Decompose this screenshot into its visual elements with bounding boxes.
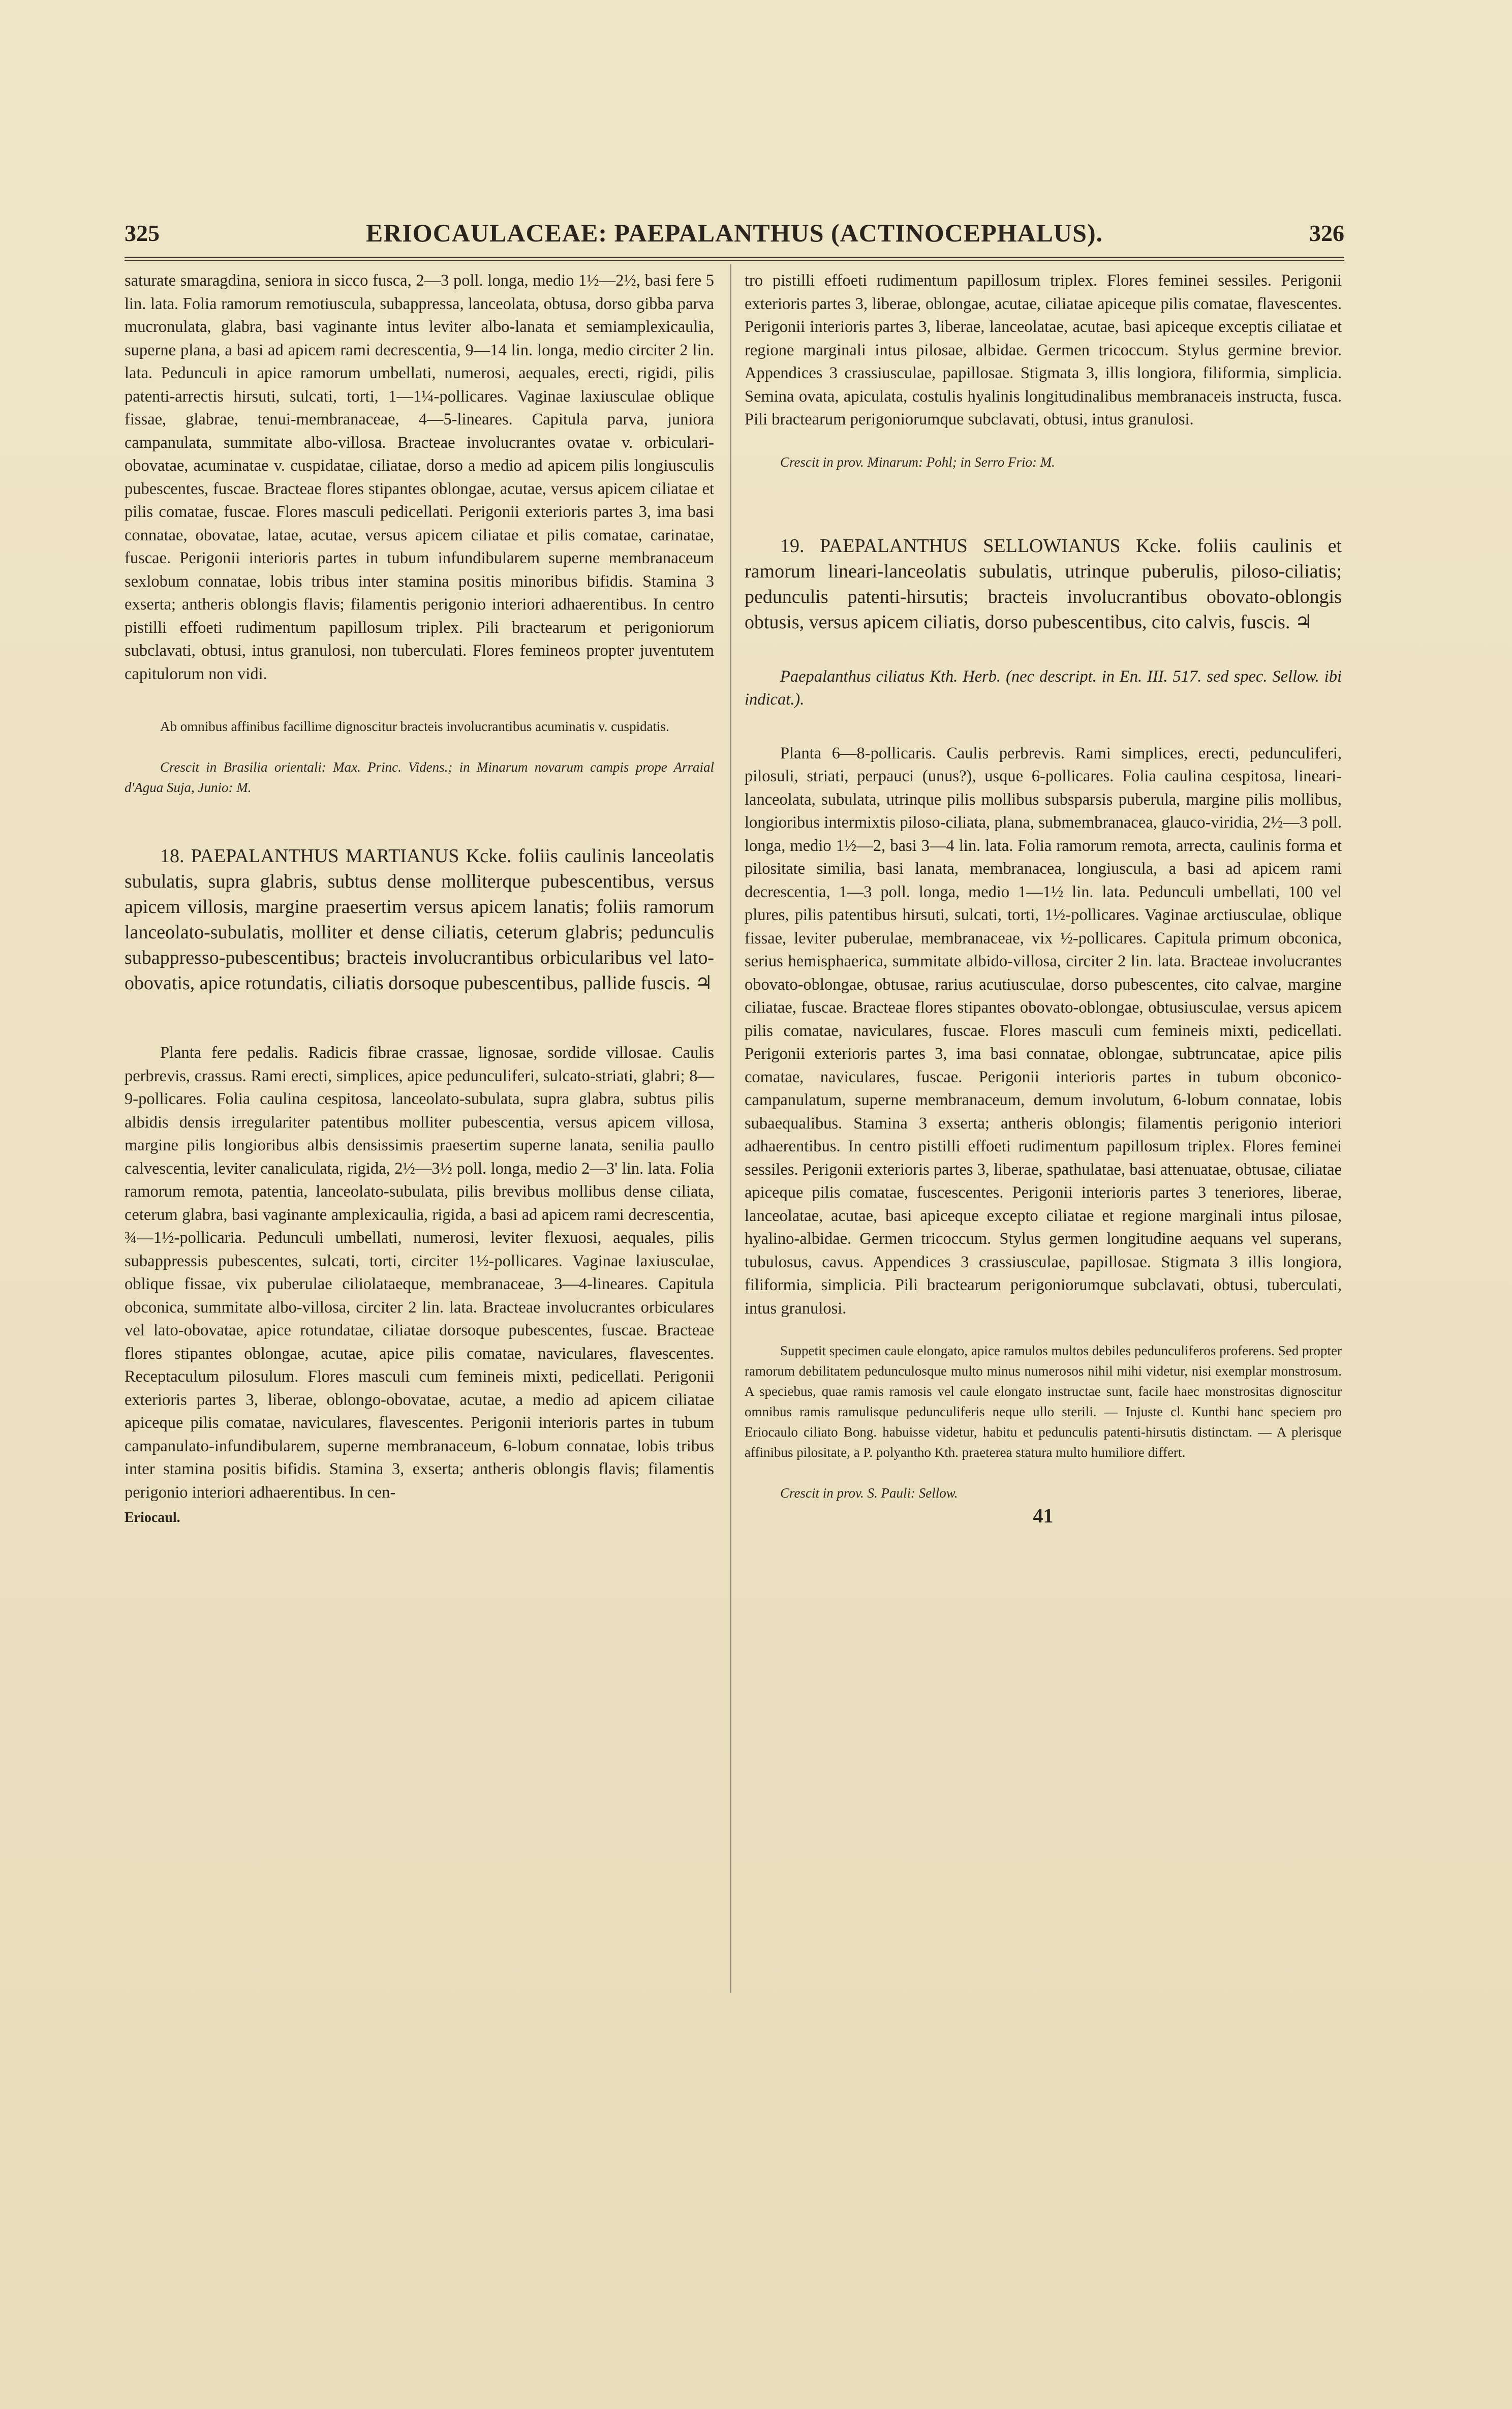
- header-rule-thin: [125, 260, 1344, 261]
- diagnostic-note: Ab omnibus affinibus facillime dignoscitur bracteis involucrantibus acuminatis v. cuspidatis.: [160, 719, 669, 734]
- page-number-left: 325: [125, 220, 160, 246]
- left-column: [125, 269, 714, 1530]
- right-column: [745, 269, 1342, 1528]
- species-19-heading: 19. PAEPALANTHUS SELLOWIANUS Kcke. foliis caulinis et ramorum lineari-lanceolatis subulatis, utrinque puberulis, piloso-ciliatis; pedunculis patenti-hirsutis; bracteis involucrantibus obovato-oblongis obtusis, versus apicem ciliatis, dorso pubescentibus, cito calvis, fuscis. ♃: [745, 535, 1342, 633]
- page-number-right: 326: [1309, 220, 1344, 246]
- running-header: [125, 212, 1344, 253]
- header-rule: [125, 257, 1344, 258]
- species-19-description: Planta 6—8-pollicaris. Caulis perbrevis. Rami simplices, erecti, pedunculiferi, pilosuli, striati, perpauci (unus?), usque 6-pollicares. Folia caulina cespitosa, lineari-lanceolata, subulata, utrinque pilis mollibus subsparsis puberula, margine pilis mollibus, longioribus intermixtis piloso-ciliata, plana, submembranacea, glauco-viridia, 2½—3 poll. longa, medio 1½—2, basi 3—4 lin. lata. Folia ramorum remota, arrecta, caulinis forma et pilositate similia, basi lanata, membranacea, longiuscula, a basi ad apicem rami decrescentia, 1—3 poll. longa, medio 1—1½ lin. lata. Pedunculi umbellati, 100 vel plures, pilis patentibus hirsuti, sulcati, torti, 1½-pollicares. Vaginae arctiusculae, oblique fissae, leviter puberulae, membranaceae, vix ½-pollicares. Capitula primum obconica, serius hemisphaerica, summitate albido-villosa, circiter 2 lin. lata. Bracteae involucrantes obovato-oblongae, obtusae, rarius acutiusculae, dorso pubescentes, cito calvae, margine ciliatae, fuscae. Bracteae flores stipantes obovato-oblongae, obtusiusculae, versus apicem pilis comatae, naviculares, fuscae. Flores masculi cum femineis mixti, pedicellati. Perigonii exterioris partes 3, ima basi connatae, oblongae, subtruncatae, apice pilis comatae, naviculares, fuscae. Perigonii interioris partes in tubum obconico-campanulatum, superne membranaceum, demum involutum, 6-lobum connatae, lobis subaequalibus. Stamina 3 exserta; antheris oblongis; filamentis perigonio interiori adhaerentibus. In centro pistilli effoeti rudimentum papillosum triplex. Flores feminei sessiles. Perigonii exterioris partes 3, liberae, spathulatae, basi attenuatae, obtusae, ciliatae apiceque pilis comatae, fuscescentes. Perigonii interioris partes 3 teneriores, liberae, lanceolatae, acutae, basi apiceque excepto ciliatae et regione marginali intus pilosae, hyalino-albidae. Germen tricoccum. Stylus germen longitudine aequans vel superans, tubulosus, cavus. Appendices 3 crassiusculae, papillosae. Stigmata 3 illis longiora, filiformia, simplicia. Pili bractearum perigoniorumque subclavati, obtusi, tuberculati, intus granulosi.: [745, 744, 1342, 1318]
- synonym-line: Paepalanthus ciliatus Kth. Herb. (nec descript. in En. III. 517. sed spec. Sellow. ibi indicat.).: [745, 667, 1342, 709]
- description-continued: saturate smaragdina, seniora in sicco fusca, 2—3 poll. longa, medio 1½—2½, basi fere 5 lin. lata. Folia ramorum remotiuscula, subappressa, lanceolata, obtusa, dorso gibba parva mucronulata, glabra, basi vaginante intus leviter albo-lanata et semiamplexicaulia, superne plana, a basi ad apicem rami decrescentia, 9—14 lin. longa, medio circiter 2 lin. lata. Pedunculi in apice ramorum umbellati, numerosi, aequales, erecti, rigidi, pilis patenti-arrectis hirsuti, sulcati, torti, 1—1¼-pollicares. Vaginae laxiusculae oblique fissae, glabrae, tenui-membranaceae, 4—5-lineares. Capitula parva, juniora campanulata, summitate albo-villosa. Bracteae involucrantes ovatae v. orbiculari-obovatae, acuminatae v. cuspidatae, ciliatae, dorso a medio ad apicem pilis longiusculis pubescentes, fuscae. Bracteae flores stipantes oblongae, acutae, versus apicem ciliatae et pilis comatae, fuscae. Flores masculi pedicellati. Perigonii exterioris partes 3, ima basi connatae, obovatae, latae, acutae, versus apicem ciliatae et pilis comatae, carinatae, fuscae. Perigonii interioris partes in tubum infundibularem superne membranaceum sexlobum connatae, lobis tribus inter stamina positis minoribus bifidis. Stamina 3 exserta; antheris oblongis flavis; filamentis perigonio interiori adhaerentibus. In centro pistilli effoeti rudimentum papillosum triplex. Pili bractearum et perigoniorum subclavati, obtusi, intus granulosi, non tuberculati. Flores femineos propter juventutem capitulorum non vidi.: [125, 271, 714, 683]
- page-title: ERIOCAULACEAE: PAEPALANTHUS (ACTINOCEPHALUS).: [365, 219, 1103, 247]
- habitat-note-minas: Crescit in prov. Minarum: Pohl; in Serro Frio: M.: [780, 454, 1055, 470]
- folio-number: 41: [1033, 1504, 1054, 1527]
- habitat-note: Crescit in Brasilia orientali: Max. Princ. Videns.; in Minarum novarum campis prope Arraial d'Agua Suja, Junio: M.: [125, 759, 714, 795]
- column-divider: [730, 264, 731, 1993]
- signature-mark: Eriocaul.: [125, 1510, 180, 1526]
- species-17-description-end: tro pistilli effoeti rudimentum papillosum triplex. Flores feminei sessiles. Perigonii exterioris partes 3, liberae, oblongae, acutae, ciliatae apiceque pilis comatae, flavescentes. Perigonii interioris partes 3, liberae, lanceolatae, acutae, basi apiceque exceptis ciliatae et regione marginali intus pilosae, albidae. Germen tricoccum. Stylus germine brevior. Appendices 3 crassiusculae, papillosae. Stigmata 3, illis longiora, filiformia, simplicia. Semina ovata, apiculata, costulis hyalinis longitudinalibus membranaceis instructa, fusca. Pili bractearum perigoniorumque subclavati, obtusi, intus granulosi.: [745, 271, 1342, 429]
- habitat-note-sao-paulo: Crescit in prov. S. Pauli: Sellow.: [780, 1485, 958, 1501]
- remark-note: Suppetit specimen caule elongato, apice ramulos multos debiles pedunculiferos proferens. Sed propter ramorum debilitatem pedunculosque multo minus numerosos nihil mihi videtur, nisi exemplar monstrosum. A speciebus, quae ramis ramosis vel caule elongato instructae sunt, facile haec monstrositas dignoscitur omnibus ramis ramulisque pedunculiferis neque ullo sterili. — Injuste cl. Kunthi hanc speciem pro Eriocaulo ciliato Bong. habuisse videtur, habitu et pedunculis patenti-hirsutis distinctam. — A plerisque affinibus pilositate, a P. polyantho Kth. praeterea statura multo humiliore differt.: [745, 1343, 1342, 1460]
- species-18-description: Planta fere pedalis. Radicis fibrae crassae, lignosae, sordide villosae. Caulis perbrevis, crassus. Rami erecti, simplices, apice pedunculiferi, sulcato-striati, glabri; 8—9-pollicares. Folia caulina cespitosa, lanceolato-subulata, supra glabra, subtus pilis albidis densis irregulariter patentibus molliter pubescentia, versus apicem villosa, margine pilis longioribus albis densissimis praesertim superne lanata, senilia paullo calvescentia, leviter canaliculata, rigida, 2½—3½ poll. longa, medio 2—3' lin. lata. Folia ramorum remota, patentia, lanceolato-subulata, pilis brevibus mollibus dense ciliata, ceterum glabra, basi vaginante amplexicaulia, rigida, a basi ad apicem rami decrescentia, ¾—1½-pollicaria. Pedunculi umbellati, numerosi, leviter flexuosi, aequales, pilis subappressis pubescentes, sulcati, torti, circiter 1½-pollicares. Vaginae laxiusculae, oblique fissae, vix puberulae ciliolataeque, membranaceae, 3—4-lineares. Capitula obconica, summitate albo-villosa, circiter 2 lin. lata. Bracteae involucrantes orbiculares vel lato-obovatae, apice rotundatae, ciliatae dorsoque pubescentes, fuscae. Bracteae flores stipantes oblongae, acutae, apice pilis comatae, naviculares, flavescentes. Receptaculum pilosulum. Flores masculi cum femineis mixti, pedicellati. Perigonii exterioris partes 3, liberae, oblongo-obovatae, acutae, a medio ad apicem ciliatae apiceque pilis comatae, naviculares, flavescentes. Perigonii interioris partes in tubum campanulato-infundibularem, superne membranaceum, 6-lobum connatae, lobis tribus inter stamina positis bifidis. Stamina 3, exserta; antheris oblongis flavis; filamentis perigonio interiori adhaerentibus. In cen-: [125, 1044, 714, 1502]
- species-18-heading: 18. PAEPALANTHUS MARTIANUS Kcke. foliis caulinis lanceolatis subulatis, supra glabris, subtus dense molliterque pubescentibus, versus apicem villosis, margine praesertim versus apicem lanatis; foliis ramorum lanceolato-subulatis, molliter et dense ciliatis, ceterum glabris; pedunculis subappresso-pubescentibus; bracteis involucrantibus orbicularibus vel lato-obovatis, apice rotundatis, ciliatis dorsoque pubescentibus, pallide fuscis. ♃: [125, 845, 714, 994]
